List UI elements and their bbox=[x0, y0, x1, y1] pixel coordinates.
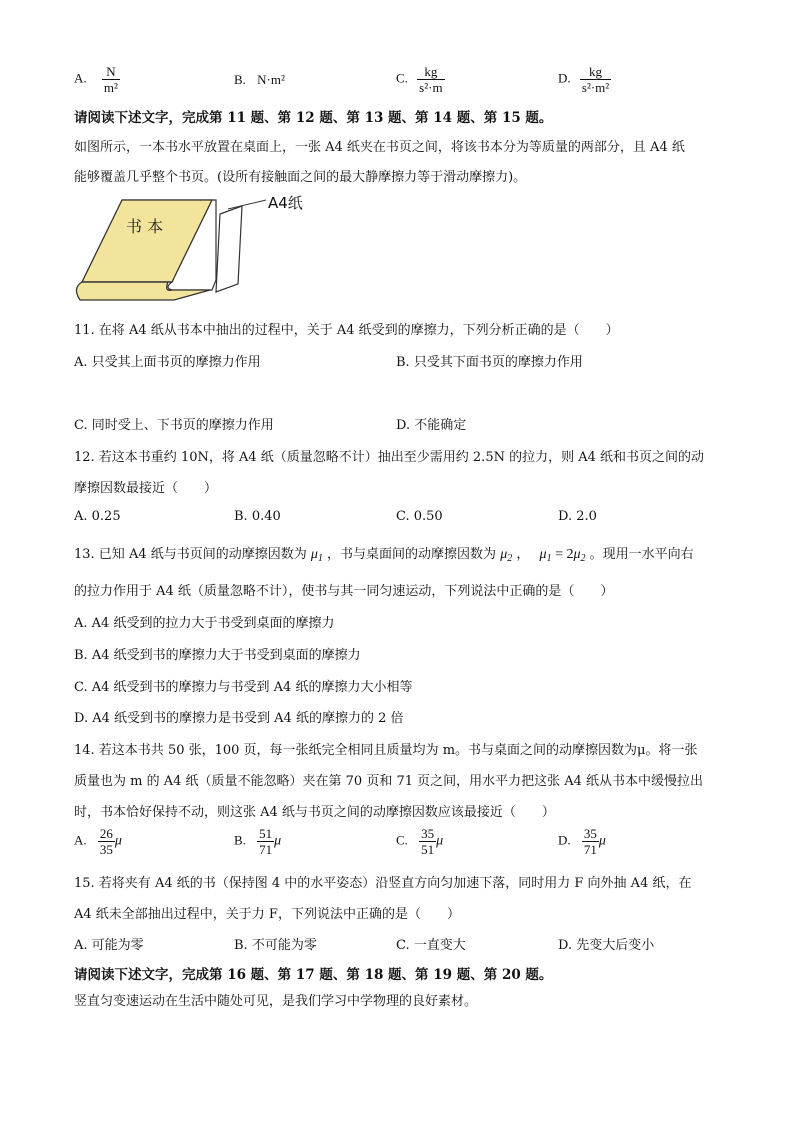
q15-option-b: B. 不可能为零 bbox=[234, 938, 317, 953]
q14-stem-2: 质量也为 m 的 A4 纸（质量不能忽略）夹在第 70 页和 71 页之间，用水平力把这张 A4 纸从书本中缓慢拉出 bbox=[74, 774, 704, 789]
option-label: A. bbox=[74, 832, 87, 848]
q14-option-d bbox=[558, 826, 606, 857]
q15-option-d: D. 先变大后变小 bbox=[558, 938, 655, 953]
q15-stem-1: 15. 若将夹有 A4 纸的书（保持图 4 中的水平姿态）沿竖直方向匀加速下落，同时用力 F 向外抽 A4 纸，在 bbox=[74, 876, 692, 891]
q12-option-a: A. 0.25 bbox=[74, 509, 121, 524]
fraction-35-71 bbox=[582, 826, 599, 857]
option-c-label: C. bbox=[396, 70, 408, 86]
section2-intro: 竖直匀变速运动在生活中随处可见，是我们学习中学物理的良好素材。 bbox=[74, 994, 478, 1009]
option-d-label: D. bbox=[558, 70, 571, 86]
q12-option-c: C. 0.50 bbox=[396, 509, 443, 524]
q13-option-b: B. A4 纸受到书的摩擦力大于书受到桌面的摩擦力 bbox=[74, 648, 361, 663]
q14-stem-1: 14. 若这本书共 50 张，100 页，每一张纸完全相同且质量均为 m。书与桌面之间的动摩擦因数为μ。将一张 bbox=[74, 743, 698, 758]
q12-option-d: D. 2.0 bbox=[558, 509, 597, 524]
numerator: 51 bbox=[259, 826, 273, 841]
q13-text-part-a: 13. 已知 A4 纸与书页间的动摩擦因数为 bbox=[74, 547, 307, 562]
numerator: 35 bbox=[421, 826, 435, 841]
q13-text-part-b: ，书与桌面间的动摩擦因数为 bbox=[327, 547, 497, 562]
q13-stem-1 bbox=[74, 543, 694, 564]
option-d-top bbox=[558, 64, 611, 95]
q13-text-part-c: ， bbox=[516, 547, 530, 562]
mu-relation: $\mu_1 = 2\mu_2$ bbox=[539, 547, 586, 564]
section-heading-2: 请阅读下述文字，完成第 16 题、第 17 题、第 18 题、第 19 题、第 20 题。 bbox=[74, 967, 553, 983]
fraction-51-71 bbox=[257, 826, 274, 857]
option-b-top bbox=[234, 72, 285, 88]
q13-text-part-d: 。现用一水平向右 bbox=[589, 547, 694, 562]
option-a-label: A. bbox=[74, 70, 87, 86]
mu-symbol: μ bbox=[598, 833, 606, 849]
paper-label: A4纸 bbox=[268, 194, 303, 212]
q14-option-b bbox=[234, 826, 281, 857]
denominator: s²·m² bbox=[581, 80, 610, 95]
numerator: kg bbox=[424, 64, 438, 79]
book-label: 书 本 bbox=[126, 217, 164, 236]
q11-stem: 11. 在将 A4 纸从书本中抽出的过程中，关于 A4 纸受到的摩擦力，下列分析正确的是（ ） bbox=[74, 323, 619, 338]
q14-stem-3: 时，书本恰好保持不动，则这张 A4 纸与书页之间的动摩擦因数应该最接近（ ） bbox=[74, 805, 555, 820]
a4-paper-sheet bbox=[216, 206, 242, 292]
denominator: 71 bbox=[259, 842, 273, 857]
fraction-26-35 bbox=[98, 826, 115, 857]
section-heading-1: 请阅读下述文字，完成第 11 题、第 12 题、第 13 题、第 14 题、第 15 题。 bbox=[74, 110, 553, 126]
q13-stem-2: 的拉力作用于 A4 纸（质量忽略不计），使书与其一同匀速运动，下列说法中正确的是（ ） bbox=[74, 584, 614, 599]
q13-option-d: D. A4 纸受到书的摩擦力是书受到 A4 纸的摩擦力的 2 倍 bbox=[74, 711, 404, 726]
q13-option-a: A. A4 纸受到的拉力大于书受到桌面的摩擦力 bbox=[74, 616, 335, 631]
denominator: 51 bbox=[421, 842, 435, 857]
q15-option-c: C. 一直变大 bbox=[396, 938, 466, 953]
numerator: 26 bbox=[99, 826, 113, 841]
q15-stem-2: A4 纸未全部抽出过程中，关于力 F，下列说法中正确的是（ ） bbox=[74, 907, 460, 922]
option-a-top bbox=[74, 64, 120, 95]
q14-option-c bbox=[396, 826, 443, 857]
option-label: C. bbox=[396, 832, 408, 848]
q14-option-a bbox=[74, 826, 122, 857]
mu-2: $\mu_2$ bbox=[500, 547, 513, 564]
intro-line-2: 能够覆盖几乎整个书页。(设所有接触面之间的最大静摩擦力等于滑动摩擦力)。 bbox=[74, 170, 527, 185]
fraction-n-over-m2 bbox=[102, 64, 120, 95]
mu-symbol: μ bbox=[436, 833, 444, 849]
q15-option-a: A. 可能为零 bbox=[74, 938, 144, 953]
denominator: 71 bbox=[583, 842, 597, 857]
option-b-label: B. bbox=[234, 72, 246, 87]
q11-option-b: B. 只受其下面书页的摩擦力作用 bbox=[396, 355, 583, 370]
q12-stem-1: 12. 若这本书重约 10N，将 A4 纸（质量忽略不计）抽出至少需用约 2.5N 的拉力，则 A4 纸和书页之间的动 bbox=[74, 450, 705, 465]
numerator: 35 bbox=[583, 826, 597, 841]
fraction-kg-over-s2m bbox=[417, 64, 444, 95]
mu-symbol: μ bbox=[274, 833, 282, 849]
option-b-unit: N·m² bbox=[257, 72, 285, 87]
denominator: s²·m bbox=[419, 80, 443, 95]
denominator: 35 bbox=[99, 842, 113, 857]
numerator: kg bbox=[589, 64, 603, 79]
mu-1: $\mu_1$ bbox=[310, 547, 323, 564]
q13-option-c: C. A4 纸受到书的摩擦力与书受到 A4 纸的摩擦力大小相等 bbox=[74, 680, 413, 695]
q12-option-b: B. 0.40 bbox=[234, 509, 281, 524]
fraction-35-51 bbox=[419, 826, 436, 857]
intro-line-1: 如图所示，一本书水平放置在桌面上，一张 A4 纸夹在书页之间，将该书本分为等质量的两部分，且 A4 纸 bbox=[74, 140, 685, 155]
numerator: N bbox=[106, 64, 116, 79]
q11-option-a: A. 只受其上面书页的摩擦力作用 bbox=[74, 355, 261, 370]
q11-option-c: C. 同时受上、下书页的摩擦力作用 bbox=[74, 418, 274, 433]
option-c-top bbox=[396, 64, 445, 95]
paper-leader-line bbox=[228, 200, 266, 209]
option-label: D. bbox=[558, 832, 571, 848]
fraction-kg-over-s2m2 bbox=[580, 64, 611, 95]
option-label: B. bbox=[234, 832, 246, 848]
mu-symbol: μ bbox=[114, 833, 122, 849]
q11-option-d: D. 不能确定 bbox=[396, 418, 467, 433]
denominator: m² bbox=[103, 80, 118, 95]
q12-stem-2: 摩擦因数最接近（ ） bbox=[74, 481, 218, 496]
